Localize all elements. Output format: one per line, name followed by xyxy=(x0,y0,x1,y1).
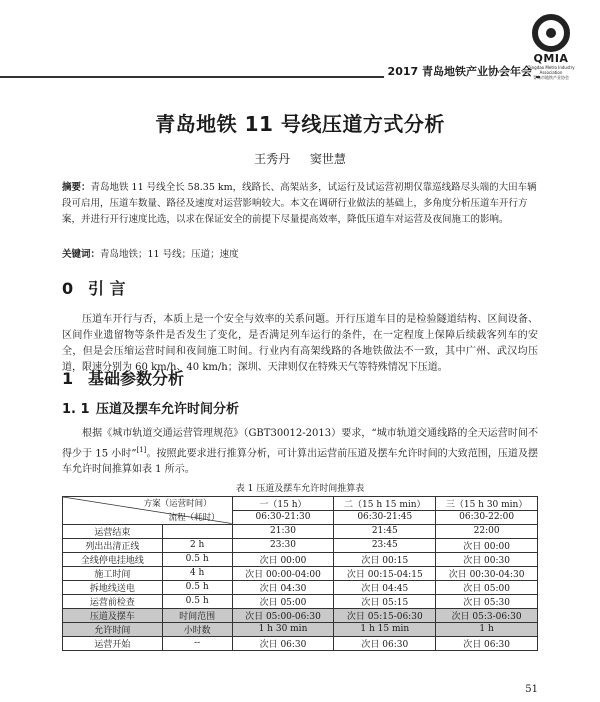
table-row xyxy=(63,622,538,636)
keywords-text: 青岛地铁；11 号线；压道；速度 xyxy=(100,249,239,260)
author-2: 窦世慧 xyxy=(309,152,346,166)
qmia-logo xyxy=(524,14,578,78)
scheme-1-value: 次日 00:00 xyxy=(232,552,334,566)
scheme-3-value: 22:00 xyxy=(436,524,538,538)
step-label: 拆地线送电 xyxy=(63,580,163,594)
para-text-before: 根据《城市轨道交通运营管理规范》（GBT30012-2013）要求，“城市轨道交通线路的全天运营时间不得少于 15 小时” xyxy=(62,428,538,460)
logo-name: QMIA xyxy=(533,52,569,65)
intro-paragraph: 压道车开行与否，本质上是一个安全与效率的关系问题。开行压道车目的是检验隧道结构、区间设备、区间作业遗留物等条件是否发生了变化，是否满足列车运行的条件，在一定程度上保障后续载客列车的安全，但是会压缩运营时间和夜间施工时间。行业内有高架线路的各地铁做法不一致，其中广州、武汉均压道，限速分别为 60 km/h、40 km/h；深圳、天津则仅在特殊天气等特殊情况下压道。 xyxy=(62,314,538,373)
scheme-1-value: 23:30 xyxy=(232,538,334,552)
subsection-title: 压道及摆车允许时间分析 xyxy=(96,402,240,417)
scheme-hours: 06:30-21:30 xyxy=(232,511,334,525)
table-row xyxy=(63,594,538,608)
corner-bottom-label: 流程（耗时） xyxy=(168,513,220,523)
subsection-paragraph xyxy=(62,426,538,478)
page-number: 51 xyxy=(525,684,538,695)
logo-subtitle-cn: 青岛市地铁产业协会 xyxy=(533,75,569,80)
scheme-hours: 06:30-21:45 xyxy=(334,511,436,525)
scheme-1-value: 次日 00:00-04:00 xyxy=(232,566,334,580)
step-label: 压道及摆车 xyxy=(63,608,163,622)
keywords xyxy=(62,246,538,260)
scheme-1-value: 次日 06:30 xyxy=(232,636,334,650)
section-number: 1 xyxy=(62,369,74,388)
scheme-name: 三（15 h 30 min） xyxy=(436,497,538,511)
scheme-3-value: 次日 05:3-06:30 xyxy=(436,608,538,622)
step-duration: 小时数 xyxy=(162,622,232,636)
running-title: 2017 青岛地铁产业协会年会 xyxy=(384,63,536,79)
author-1: 王秀丹 xyxy=(254,152,291,166)
abstract-label: 摘要： xyxy=(62,182,91,193)
step-label: 运营开始 xyxy=(63,636,163,650)
citation-ref: [1] xyxy=(136,446,147,454)
table-row xyxy=(63,566,538,580)
scheme-2-value: 次日 00:15 xyxy=(334,552,436,566)
paper-title: 青岛地铁 11 号线压道方式分析 xyxy=(155,112,445,136)
para-text-after: 。按照此要求进行推算分析，可计算出运营前压道及摆车允许时间的大致范围，压道及摆车允许时间推算如表 1 所示。 xyxy=(62,448,538,476)
scheme-3-value: 次日 00:00 xyxy=(436,538,538,552)
scheme-name: 二（15 h 15 min） xyxy=(334,497,436,511)
step-duration: 时间范围 xyxy=(162,608,232,622)
table-row xyxy=(63,580,538,594)
table-row xyxy=(63,608,538,622)
section-title: 基础参数分析 xyxy=(88,369,185,388)
scheme-hours: 06:30-22:00 xyxy=(436,511,538,525)
step-duration: -- xyxy=(162,636,232,650)
section-heading-intro xyxy=(62,276,126,299)
step-label: 施工时间 xyxy=(63,566,163,580)
scheme-1-value: 21:30 xyxy=(232,524,334,538)
scheme-3-value: 次日 05:30 xyxy=(436,594,538,608)
step-duration: 0.5 h xyxy=(162,594,232,608)
step-label: 列出出清正线 xyxy=(63,538,163,552)
step-label: 允许时间 xyxy=(63,622,163,636)
section-heading-basic xyxy=(62,366,184,389)
table-body xyxy=(63,524,538,650)
scheme-2-value: 次日 05:15-06:30 xyxy=(334,608,436,622)
scheme-3-value: 次日 00:30 xyxy=(436,552,538,566)
scheme-2-value: 1 h 15 min xyxy=(334,622,436,636)
logo-ring-icon xyxy=(532,14,570,52)
step-label: 全线停电挂地线 xyxy=(63,552,163,566)
allowance-time-table xyxy=(62,496,538,651)
table-header-row xyxy=(63,497,538,511)
table-row xyxy=(63,524,538,538)
scheme-1-value: 1 h 30 min xyxy=(232,622,334,636)
section-number: 0 xyxy=(62,279,74,298)
scheme-1-value: 次日 04:30 xyxy=(232,580,334,594)
step-label: 运营结束 xyxy=(63,524,163,538)
scheme-3-value: 次日 00:30-04:30 xyxy=(436,566,538,580)
step-duration: 4 h xyxy=(162,566,232,580)
scheme-2-value: 次日 00:15-04:15 xyxy=(334,566,436,580)
authors xyxy=(0,150,600,167)
table-row xyxy=(63,538,538,552)
step-duration: 0.5 h xyxy=(162,580,232,594)
section-title: 引 言 xyxy=(88,279,126,298)
scheme-2-value: 23:45 xyxy=(334,538,436,552)
subsection-number: 1. 1 xyxy=(62,402,90,417)
logo-subtitle-en: Qingdao Metro Industry Association xyxy=(527,65,575,75)
abstract-text: 青岛地铁 11 号线全长 58.35 km，线路长、高架站多，试运行及试运营初期仅靠巡线路尽头端的大田车辆段可启用，压道车数量、路径及速度对运营影响较大。本文在调研行业做法的基础上，多角度分析压道车开行方案，并进行开行速度比选，以求在保证安全的前提下尽量提高效率，降低压道车对运营及夜间施工的影响。 xyxy=(62,182,537,225)
step-duration: 2 h xyxy=(162,538,232,552)
corner-top-label: 方案（运营时间） xyxy=(143,499,212,509)
table-corner-cell xyxy=(63,497,233,525)
scheme-name: 一（15 h） xyxy=(232,497,334,511)
table-caption: 表 1 压道及摆车允许时间推算表 xyxy=(235,484,365,494)
scheme-3-value: 次日 06:30 xyxy=(436,636,538,650)
table-row xyxy=(63,552,538,566)
step-duration xyxy=(162,524,232,538)
step-label: 运营前检查 xyxy=(63,594,163,608)
abstract xyxy=(62,180,538,228)
scheme-2-value: 次日 04:45 xyxy=(334,580,436,594)
scheme-3-value: 1 h xyxy=(436,622,538,636)
step-duration: 0.5 h xyxy=(162,552,232,566)
scheme-1-value: 次日 05:00 xyxy=(232,594,334,608)
keywords-label: 关键词： xyxy=(62,249,101,260)
scheme-2-value: 21:45 xyxy=(334,524,436,538)
scheme-2-value: 次日 06:30 xyxy=(334,636,436,650)
table-row xyxy=(63,636,538,650)
scheme-2-value: 次日 05:15 xyxy=(334,594,436,608)
scheme-3-value: 次日 05:00 xyxy=(436,580,538,594)
scheme-1-value: 次日 05:00-06:30 xyxy=(232,608,334,622)
subsection-heading-1-1 xyxy=(62,398,239,417)
